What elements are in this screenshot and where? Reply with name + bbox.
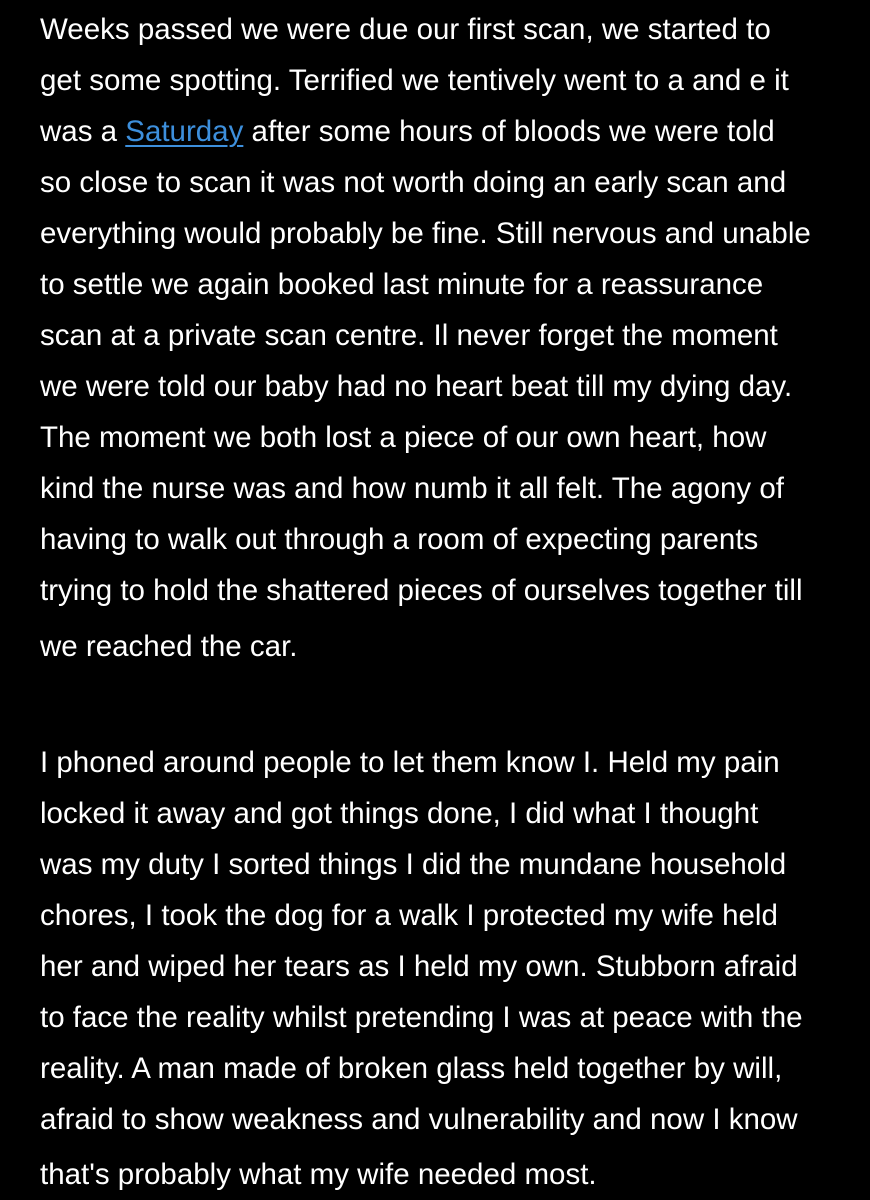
text-line: afraid to show weakness and vulnerability and now I know xyxy=(40,1103,798,1136)
text-line: to face the reality whilst pretending I was at peace with the xyxy=(40,1001,803,1034)
text-line: so close to scan it was not worth doing an early scan and xyxy=(40,166,787,199)
text-segment: after some hours of bloods we were told xyxy=(243,115,775,148)
text-line: having to walk out through a room of expecting parents xyxy=(40,523,759,556)
text-line: to settle we again booked last minute for a reassurance xyxy=(40,268,764,301)
text-line: was my duty I sorted things I did the mundane household xyxy=(40,848,787,881)
text-line: her and wiped her tears as I held my own. Stubborn afraid xyxy=(40,950,798,983)
text-line: reality. A man made of broken glass held together by will, xyxy=(40,1052,783,1085)
saturday-link[interactable]: Saturday xyxy=(125,115,244,148)
text-line: trying to hold the shattered pieces of ourselves together till xyxy=(40,574,803,607)
text-line: get some spotting. Terrified we tentively went to a and e it xyxy=(40,64,789,97)
text-line: we reached the car. xyxy=(40,630,298,663)
text-line: scan at a private scan centre. Il never forget the moment xyxy=(40,319,778,352)
text-line: kind the nurse was and how numb it all felt. The agony of xyxy=(40,472,784,505)
text-line: we were told our baby had no heart beat till my dying day. xyxy=(40,370,793,403)
text-line: The moment we both lost a piece of our own heart, how xyxy=(40,421,767,454)
text-line: locked it away and got things done, I did what I thought xyxy=(40,797,759,830)
text-line-with-link xyxy=(40,112,775,152)
text-line: chores, I took the dog for a walk I protected my wife held xyxy=(40,899,778,932)
text-line: everything would probably be fine. Still nervous and unable xyxy=(40,217,811,250)
text-line: I phoned around people to let them know I. Held my pain xyxy=(40,746,780,779)
text-line: Weeks passed we were due our first scan, we started to xyxy=(40,13,771,46)
text-line: that's probably what my wife needed most. xyxy=(40,1158,597,1191)
text-segment: was a xyxy=(40,115,126,148)
